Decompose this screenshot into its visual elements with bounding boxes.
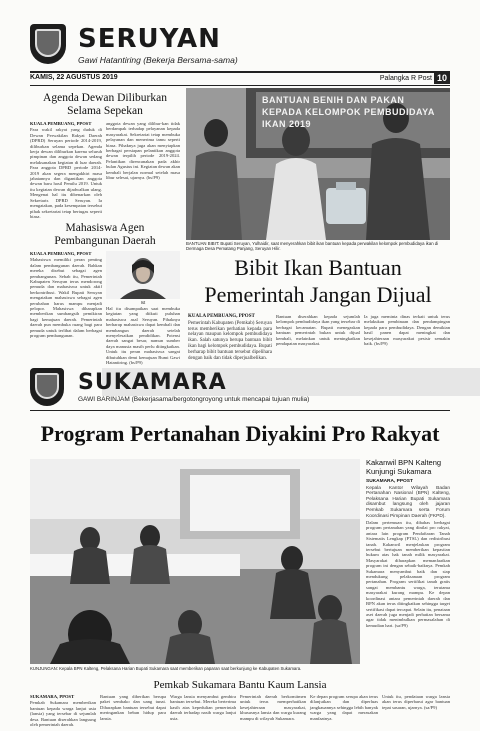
lansia-byline: SUKAMARA, PPOST bbox=[30, 694, 75, 699]
sukamara-title: SUKAMARA bbox=[78, 370, 227, 395]
agenda-col1-text: Para wakil rakyat yang duduk di Dewan Perwakilan Rakyat Daerah (DPRD) Seruyan periode 2014-2019, diliburkan selama sepekan. Agenda kerja dewan diliburkan karena seluruh pimpinan dan anggota dewan sedang melaksanakan kegiatan di luar daerah. Para anggota DPRD periode 2014-2019 akan segera mengakhiri masa jabatannya dan digantikan anggota dewan baru hasil Pemilu 2019. Untuk itu kegiatan dewan dijadwalkan ulang. Mengenai hal itu dibenarkan oleh Sekretaris DPRD Seruyan. Ia mengatakan, pada kesempatan tersebut pihak sekretariat tetap bertugas seperti biasa. bbox=[30, 127, 102, 219]
bibit-photo-caption: BANTUAN BIBIT: Bupati Seruyan, Yulhaidir, saat menyerahkan bibit ikan bantuan kepada perwakilan kelompok pembudidaya ikan di Dermaga Desa Pematang Panjang, Seruyan Hilir. bbox=[186, 241, 439, 251]
lansia-col5 bbox=[310, 694, 378, 728]
bibit-byline: KUALA PEMBUANG, PPOST bbox=[188, 314, 255, 319]
pertanahan-photo-caption: KUNJUNGAN: Kepala BPN Kalteng, Pelaksana Harian Bupati Sukamara saat memberikan paparan saat berkunjung ke Kabupaten Sukamara. bbox=[30, 666, 302, 671]
sukamara-rule bbox=[30, 410, 450, 411]
seruyan-masthead bbox=[30, 24, 450, 70]
lansia-col2 bbox=[100, 694, 166, 728]
bibit-col3-text: Ia juga meminta dinas terkait untuk terus melakukan pembinaan dan pendampingan kepada para pembudidaya. Dengan demikian hasil panen dapat meningkat dan kesejahteraan masyarakat pesisir semakin baik. (bs/P9) bbox=[364, 314, 450, 347]
pertanahan-deck bbox=[366, 459, 450, 476]
masthead-subtitle: Gawi Hatantiring (Bekerja Bersama-sama) bbox=[78, 55, 238, 65]
lansia-col1 bbox=[30, 694, 96, 728]
page-label: Palangka R Post bbox=[379, 75, 432, 82]
mahasiswa-byline: KUALA PEMBUANG, PPOST bbox=[30, 251, 92, 256]
mahasiswa-col2-text: Hal itu disampaikan saat membuka kegiatan yang diikuti puluhan mahasiswa asal Seruyan. Pihaknya berharap mahasiswa dapat kembali dan membangun daerah setelah menyelesaikan pendidikan. Potensi daerah sangat besar, namun sumber daya manusia masih perlu ditingkatkan. Untuk itu peran mahasiswa sangat dibutuhkan demi kemajuan Bumi Gawi Hatantiring. (bs/P9) bbox=[106, 306, 180, 366]
mahasiswa-headline-line2: Pembangunan Daerah bbox=[54, 235, 156, 247]
masthead-rule-top bbox=[30, 71, 450, 73]
lansia-col4-text: Pemerintah daerah berkomitmen untuk terus memperhatikan kesejahteraan masyarakat, khususnya lansia dan warga kurang mampu di wilayah Sukamara. bbox=[240, 694, 306, 721]
seruyan-crest-icon bbox=[30, 24, 66, 64]
bibit-col1 bbox=[188, 314, 272, 364]
agenda-headline-line2: Selama Sepekan bbox=[67, 105, 143, 117]
bibit-col3 bbox=[364, 314, 450, 364]
sukamara-subtitle: GAWI BARINJAM (Bekerjasama/bergotongroyong untuk mencapai tujuan mulia) bbox=[78, 396, 310, 403]
mahasiswa-photo-caption: Ist bbox=[140, 300, 146, 305]
pertanahan-lead bbox=[366, 479, 450, 517]
lansia-col6 bbox=[382, 694, 450, 728]
sukamara-crest-icon bbox=[30, 368, 64, 406]
lansia-col3 bbox=[170, 694, 236, 728]
bibit-main-photo bbox=[186, 88, 450, 240]
masthead-rule-bottom bbox=[30, 85, 450, 86]
agenda-col1 bbox=[30, 121, 102, 217]
bibit-headline-line2: Pemerintah Jangan Dijual bbox=[204, 282, 432, 307]
agenda-byline: KUALA PEMBUANG, PPOST bbox=[30, 121, 92, 126]
pertanahan-body bbox=[366, 520, 450, 670]
lansia-col6-text: Untuk itu, pendataan warga lansia akan terus diperbarui agar bantuan tepat sasaran, ujarnya. (sa/P9) bbox=[382, 694, 450, 710]
lansia-col1-text: Pemkab Sukamara memberikan bantuan kepada warga lanjut usia (lansia) yang tersebar di sejumlah desa. Bantuan diserahkan langsung oleh pemerintah daerah. bbox=[30, 700, 96, 728]
bibit-headline-line1: Bibit Ikan Bantuan bbox=[234, 255, 402, 280]
lansia-col4 bbox=[240, 694, 306, 728]
mahasiswa-headline bbox=[30, 222, 180, 248]
agenda-headline bbox=[30, 92, 180, 118]
mahasiswa-col1-text: Mahasiswa memiliki peran penting dalam pembangunan daerah. Bahkan mereka disebut sebagai agen pembangunan. Sebab itu, Pemerintah Kabupaten Seruyan terus mendorong pemuda dan mahasiswa untuk aktif berkontribusi. Wakil Bupati Seruyan mengatakan mahasiswa sebagai agen perubahan harus mampu menjadi pelopor. Mahasiswa diharapkan memberikan sumbangsih pemikiran bagi kemajuan daerah. Pemerintah daerah pun membuka ruang bagi para pemuda untuk terlibat dalam berbagai program pembangunan. bbox=[30, 257, 102, 339]
pertanahan-deck-line1: Kakanwil BPN Kalteng bbox=[366, 458, 442, 467]
lansia-headline: Pemkab Sukamara Bantu Kaum Lansia bbox=[153, 679, 327, 691]
pertanahan-deck-line2: Kunjungi Sukamara bbox=[366, 466, 432, 476]
mahasiswa-col2 bbox=[106, 306, 180, 366]
lansia-col2-text: Bantuan yang diberikan berupa paket sembako dan uang tunai. Diharapkan bantuan tersebut dapat meringankan beban hidup para lansia. bbox=[100, 694, 166, 721]
agenda-col2-text: anggota dewan yang dilibur-kan tidak berdampak terhadap pelayanan kepada masyarakat. Sekretariat tetap membuka pelayanan dan menerima tamu seperti biasa. Pihaknya juga akan menyiapkan berbagai persiapan pelantikan anggota dewan terpilih periode 2019-2024. Pelantikan direncanakan pada akhir bulan Agustus ini. Kegiatan dewan akan kembali berjalan normal setelah masa libur selesai, ujarnya. (bs/P9) bbox=[106, 121, 180, 181]
sukamara-masthead bbox=[30, 368, 450, 408]
lansia-col3-text: Warga lansia menyambut gembira bantuan tersebut. Mereka berterima kasih atas kepedulian pemerintah daerah terhadap nasib warga lanjut usia. bbox=[170, 694, 236, 721]
pertanahan-byline: SUKAMARA, PPOST bbox=[366, 479, 413, 484]
pertanahan-main-photo bbox=[30, 459, 360, 664]
bibit-headline bbox=[190, 254, 446, 308]
agenda-col2 bbox=[106, 121, 180, 217]
mahasiswa-portrait-photo bbox=[106, 251, 180, 299]
bibit-col2 bbox=[276, 314, 360, 364]
pertanahan-lead-text: Kepala Kantor Wilayah Badan Pertanahan Nasional (BPN) Kalteng, Pelaksana Harian Bupati Sukamara disambut langsung oleh jajaran Pemkab Sukamara serta Forum Koordinasi Pimpinan Daerah (FKPD). bbox=[366, 485, 450, 519]
pertanahan-body-text: Dalam pertemuan itu, dibahas berbagai program pertanahan yang dinilai pro rakyat, antara lain program Pendaftaran Tanah Sistematis Lengkap (PTSL) dan redistribusi tanah. Kakanwil menjelaskan program tersebut bertujuan memberikan kepastian hukum atas hak tanah milik masyarakat. Masyarakat diharapkan memanfaatkan program ini dengan sebaik-baiknya. Pemkab Sukamara menyambut baik dan siap mendukung pelaksanaan program pertanahan. Program sertifikat tanah gratis sangat membantu warga, terutama masyarakat kurang mampu. Ke depan koordinasi antara pemerintah daerah dan BPN akan terus ditingkatkan sehingga target sertifikasi dapat tercapai. Selain itu, penataan aset daerah juga menjadi perhatian bersama agar tidak menimbulkan permasalahan di kemudian hari. (sa/P9) bbox=[366, 520, 450, 628]
masthead-title: SERUYAN bbox=[78, 24, 221, 54]
page-number: 10 bbox=[434, 72, 450, 84]
mahasiswa-col1 bbox=[30, 251, 102, 361]
agenda-headline-line1: Agenda Dewan Diliburkan bbox=[43, 92, 167, 104]
issue-date: KAMIS, 22 AGUSTUS 2019 bbox=[30, 74, 118, 81]
mahasiswa-headline-line1: Mahasiswa Agen bbox=[65, 222, 145, 234]
lansia-col5-text: Ke depan program serupa akan terus dilanjutkan dan diperluas jangkauannya sehingga lebih banyak warga yang dapat merasakan manfaatnya. bbox=[310, 694, 378, 721]
bibit-banner-text: BANTUAN BENIH DAN PAKAN KEPADA KELOMPOK PEMBUDIDAYA IKAN 2019 bbox=[262, 95, 435, 129]
bibit-col2-text: Bantuan diserahkan kepada sejumlah kelompok pembudidaya ikan yang tersebar di berbagai kecamatan. Bupati menegaskan bantuan pemerintah bukan untuk dijual kembali, melainkan untuk meningkatkan pendapatan masyarakat. bbox=[276, 314, 360, 347]
pertanahan-headline: Program Pertanahan Diyakini Pro Rakyat bbox=[40, 421, 440, 446]
bibit-col1-text: Pemerintah Kabupaten (Pemkab) Seruyan terus memberikan perhatian kepada para nelayan maupun kelompok pembudidaya ikan. Salah satunya berupa bantuan bibit ikan bagi kelompok pembudidaya. Bupati berharap bibit bantuan tersebut dipelihara dengan baik dan tidak diperjualbelikan. bbox=[188, 320, 273, 361]
